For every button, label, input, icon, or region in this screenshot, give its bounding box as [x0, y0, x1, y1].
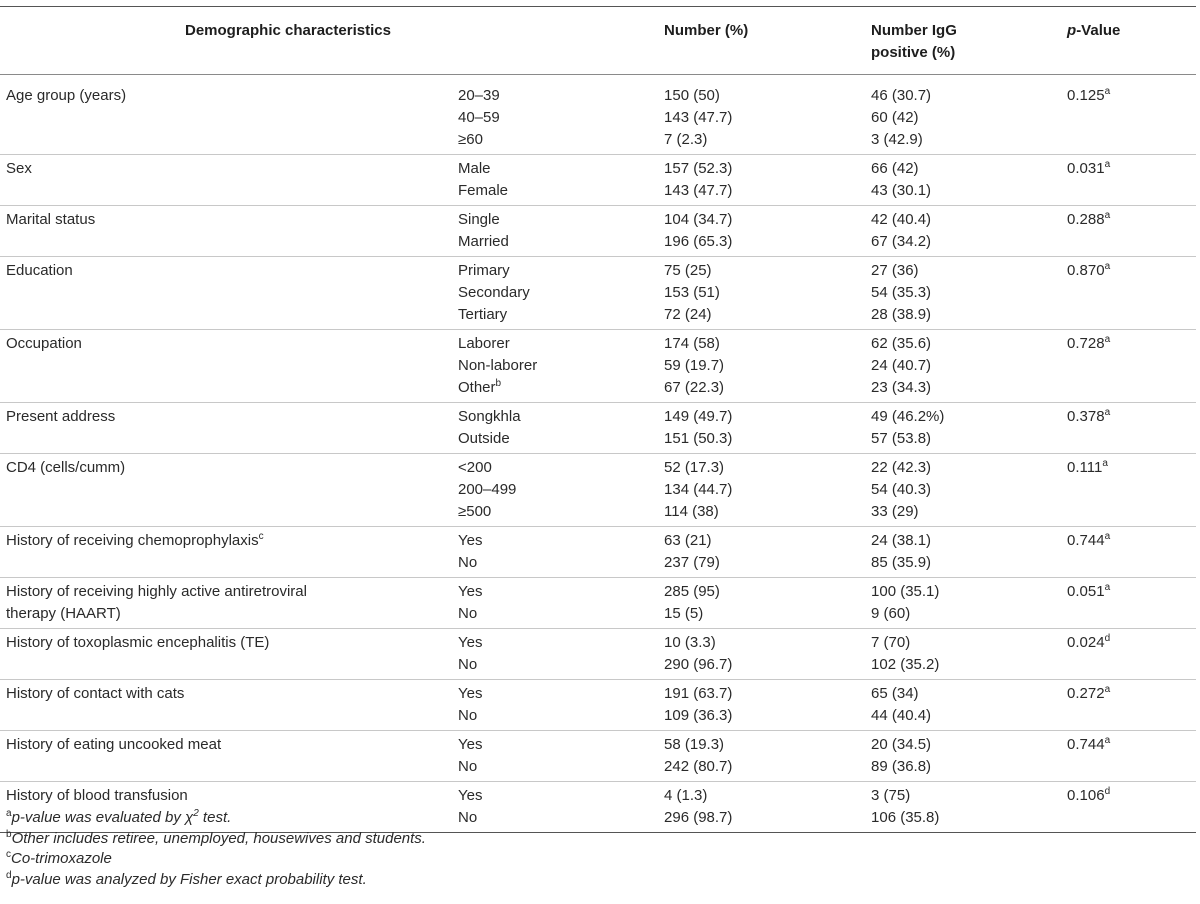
- table-row: [0, 403, 1196, 454]
- category-item: [458, 406, 664, 428]
- category-text: Single: [458, 211, 500, 228]
- footnote-text: [11, 850, 112, 867]
- number-value: 75 (25): [664, 262, 712, 279]
- table-row: [0, 680, 1196, 731]
- row-numbers: [664, 155, 871, 206]
- pvalue-text: 0.106: [1067, 787, 1105, 804]
- row-categories: [458, 782, 664, 833]
- category-item: [458, 501, 664, 523]
- row-igg-positive: [871, 629, 1067, 680]
- igg-value: 106 (35.8): [871, 809, 940, 826]
- igg-value: 20 (34.5): [871, 736, 932, 753]
- igg-value: 43 (30.1): [871, 182, 932, 199]
- row-label: [0, 257, 458, 330]
- pvalue-footnote-mark: a: [1104, 334, 1111, 345]
- number-value: 114 (38): [664, 503, 719, 520]
- row-numbers: [664, 454, 871, 527]
- category-text: Yes: [458, 634, 483, 651]
- row-label-text: History of receiving chemoprophylaxis: [6, 532, 259, 549]
- row-label-text: CD4 (cells/cumm): [6, 459, 126, 476]
- category-text: Yes: [458, 736, 483, 753]
- row-label: [0, 403, 458, 454]
- row-label: [0, 75, 458, 155]
- number-value: 143 (47.7): [664, 182, 733, 199]
- footnote-mark: c: [6, 849, 11, 860]
- row-label-text: Present address: [6, 408, 116, 425]
- row-categories: [458, 330, 664, 403]
- category-item: [458, 333, 664, 355]
- table-footnotes: [6, 808, 426, 890]
- row-igg-positive: [871, 731, 1067, 782]
- row-label: [0, 629, 458, 680]
- row-categories: [458, 155, 664, 206]
- row-igg-positive: [871, 680, 1067, 731]
- number-value: 242 (80.7): [664, 758, 733, 775]
- row-label-text: History of toxoplasmic encephalitis (TE): [6, 634, 270, 651]
- table-row: [0, 578, 1196, 629]
- category-item: [458, 807, 664, 829]
- row-label-text: Education: [6, 262, 73, 279]
- igg-value: 65 (34): [871, 685, 919, 702]
- category-text: No: [458, 656, 478, 673]
- category-text: Songkhla: [458, 408, 521, 425]
- igg-value: 89 (36.8): [871, 758, 932, 775]
- igg-value: 7 (70): [871, 634, 911, 651]
- row-igg-positive: [871, 782, 1067, 833]
- table-row: [0, 629, 1196, 680]
- row-igg-positive: [871, 257, 1067, 330]
- category-text: Yes: [458, 787, 483, 804]
- pvalue-footnote-mark: a: [1104, 735, 1111, 746]
- row-label: [0, 527, 458, 578]
- number-value: 59 (19.7): [664, 357, 725, 374]
- igg-value: 23 (34.3): [871, 379, 932, 396]
- pvalue-footnote-mark: a: [1104, 261, 1111, 272]
- category-item: [458, 705, 664, 727]
- pvalue-footnote-mark: a: [1104, 210, 1111, 221]
- pvalue-footnote-mark: a: [1104, 684, 1111, 695]
- row-pvalue: [1067, 257, 1196, 330]
- footnote: [6, 808, 426, 829]
- category-item: [458, 85, 664, 107]
- category-text: No: [458, 554, 478, 571]
- table-row: [0, 206, 1196, 257]
- category-text: Primary: [458, 262, 510, 279]
- row-label: [0, 155, 458, 206]
- category-text: Yes: [458, 532, 483, 549]
- category-item: [458, 377, 664, 399]
- igg-value: 27 (36): [871, 262, 919, 279]
- igg-value: 57 (53.8): [871, 430, 932, 447]
- igg-value: 100 (35.1): [871, 583, 940, 600]
- igg-value: 60 (42): [871, 109, 919, 126]
- footnote-text: [12, 871, 367, 888]
- row-categories: [458, 578, 664, 629]
- category-text: 40–59: [458, 109, 500, 126]
- category-item: [458, 304, 664, 326]
- number-value: 67 (22.3): [664, 379, 725, 396]
- category-text: Non-laborer: [458, 357, 538, 374]
- igg-value: 66 (42): [871, 160, 919, 177]
- pvalue-footnote-mark: a: [1102, 458, 1108, 469]
- row-pvalue: [1067, 403, 1196, 454]
- igg-value: 44 (40.4): [871, 707, 932, 724]
- footnote-lead: p: [11, 870, 20, 888]
- header-number: Number (%): [664, 22, 749, 39]
- row-pvalue: [1067, 527, 1196, 578]
- table-body: [0, 75, 1196, 833]
- igg-value: 102 (35.2): [871, 656, 940, 673]
- row-label-text: History of contact with cats: [6, 685, 185, 702]
- header-igg: [871, 7, 1067, 75]
- pvalue-footnote-mark: a: [1104, 159, 1111, 170]
- category-text: Married: [458, 233, 509, 250]
- header-igg-line2: positive (%): [871, 44, 956, 61]
- row-label-text: Occupation: [6, 335, 82, 352]
- row-igg-positive: [871, 330, 1067, 403]
- pvalue-text: 0.288: [1067, 211, 1105, 228]
- row-numbers: [664, 578, 871, 629]
- igg-value: 54 (35.3): [871, 284, 932, 301]
- category-item: [458, 180, 664, 202]
- category-text: Secondary: [458, 284, 530, 301]
- number-value: 4 (1.3): [664, 787, 708, 804]
- row-numbers: [664, 680, 871, 731]
- footnote-body: -value was analyzed by Fisher exact probability test.: [19, 870, 367, 888]
- header-igg-line1: Number IgG: [871, 22, 957, 39]
- number-value: 151 (50.3): [664, 430, 733, 447]
- igg-value: 22 (42.3): [871, 459, 932, 476]
- number-value: 15 (5): [664, 605, 704, 622]
- category-item: [458, 457, 664, 479]
- pvalue-text: 0.870: [1067, 262, 1105, 279]
- row-label: [0, 330, 458, 403]
- category-text: Tertiary: [458, 306, 508, 323]
- table-row: [0, 454, 1196, 527]
- category-item: [458, 552, 664, 574]
- pvalue-text: 0.051: [1067, 583, 1105, 600]
- igg-value: 24 (40.7): [871, 357, 932, 374]
- pvalue-text: 0.728: [1067, 335, 1105, 352]
- row-label-text: History of receiving highly active antiretroviral: [6, 583, 307, 600]
- footnote-body: Co-trimoxazole: [11, 850, 112, 867]
- row-numbers: [664, 257, 871, 330]
- footnote: [6, 829, 426, 850]
- category-text: ≥500: [458, 503, 492, 520]
- table-row: [0, 75, 1196, 155]
- number-value: 174 (58): [664, 335, 720, 352]
- igg-value: 28 (38.9): [871, 306, 932, 323]
- header-pvalue-italic: p: [1067, 22, 1077, 39]
- row-numbers: [664, 782, 871, 833]
- pvalue-text: 0.024: [1067, 634, 1105, 651]
- pvalue-text: 0.744: [1067, 532, 1105, 549]
- footnote-superscript: 2: [193, 808, 199, 819]
- pvalue-text: 0.031: [1067, 160, 1105, 177]
- category-footnote-mark: b: [495, 378, 502, 389]
- number-value: 191 (63.7): [664, 685, 733, 702]
- footnote-body: -value was evaluated by χ: [19, 809, 194, 826]
- row-numbers: [664, 629, 871, 680]
- number-value: 7 (2.3): [664, 131, 708, 148]
- pvalue-text: 0.272: [1067, 685, 1105, 702]
- pvalue-footnote-mark: a: [1104, 407, 1111, 418]
- category-text: No: [458, 758, 478, 775]
- row-pvalue: [1067, 782, 1196, 833]
- igg-value: 42 (40.4): [871, 211, 932, 228]
- row-label-text: Sex: [6, 160, 32, 177]
- igg-value: 24 (38.1): [871, 532, 932, 549]
- demographics-table: [0, 6, 1196, 833]
- row-label-footnote-mark: c: [258, 531, 264, 542]
- header-pvalue-rest: -Value: [1076, 22, 1121, 39]
- category-item: [458, 632, 664, 654]
- row-pvalue: [1067, 731, 1196, 782]
- pvalue-text: 0.125: [1067, 87, 1105, 104]
- number-value: 10 (3.3): [664, 634, 716, 651]
- row-numbers: [664, 527, 871, 578]
- number-value: 63 (21): [664, 532, 712, 549]
- row-pvalue: [1067, 578, 1196, 629]
- category-item: [458, 355, 664, 377]
- footnote-lead: p: [11, 809, 20, 826]
- number-value: 296 (98.7): [664, 809, 733, 826]
- row-pvalue: [1067, 206, 1196, 257]
- number-value: 237 (79): [664, 554, 720, 571]
- row-label-text: Age group (years): [6, 87, 127, 104]
- category-item: [458, 107, 664, 129]
- number-value: 157 (52.3): [664, 160, 733, 177]
- category-item: [458, 603, 664, 625]
- category-text: 200–499: [458, 481, 517, 498]
- row-label: [0, 578, 458, 629]
- row-igg-positive: [871, 75, 1067, 155]
- number-value: 58 (19.3): [664, 736, 725, 753]
- category-item: [458, 581, 664, 603]
- number-value: 149 (49.7): [664, 408, 733, 425]
- row-label: [0, 680, 458, 731]
- row-pvalue: [1067, 680, 1196, 731]
- number-value: 104 (34.7): [664, 211, 733, 228]
- table-header-row: [0, 7, 1196, 75]
- igg-value: 49 (46.2%): [871, 408, 945, 425]
- pvalue-footnote-mark: a: [1104, 531, 1111, 542]
- category-item: [458, 756, 664, 778]
- footnote: [6, 849, 426, 870]
- category-item: [458, 654, 664, 676]
- table-row: [0, 527, 1196, 578]
- igg-value: 46 (30.7): [871, 87, 932, 104]
- row-label-text: History of eating uncooked meat: [6, 736, 222, 753]
- row-numbers: [664, 403, 871, 454]
- category-item: [458, 260, 664, 282]
- row-numbers: [664, 330, 871, 403]
- category-text: Outside: [458, 430, 510, 447]
- igg-value: 3 (42.9): [871, 131, 923, 148]
- footnote-tail: test.: [198, 809, 232, 826]
- table-row: [0, 330, 1196, 403]
- category-item: [458, 282, 664, 304]
- category-text: No: [458, 605, 478, 622]
- number-value: 72 (24): [664, 306, 712, 323]
- category-text: Yes: [458, 685, 483, 702]
- igg-value: 3 (75): [871, 787, 911, 804]
- footnote-mark: a: [6, 808, 12, 819]
- row-numbers: [664, 206, 871, 257]
- category-item: [458, 209, 664, 231]
- category-item: [458, 530, 664, 552]
- number-value: 143 (47.7): [664, 109, 733, 126]
- category-item: [458, 683, 664, 705]
- igg-value: 54 (40.3): [871, 481, 932, 498]
- footnote-text: [12, 830, 426, 847]
- row-pvalue: [1067, 330, 1196, 403]
- row-categories: [458, 257, 664, 330]
- row-pvalue: [1067, 454, 1196, 527]
- row-categories: [458, 680, 664, 731]
- category-text: No: [458, 809, 478, 826]
- footnote-mark: b: [6, 828, 12, 840]
- row-pvalue: [1067, 629, 1196, 680]
- row-numbers: [664, 731, 871, 782]
- row-label: [0, 731, 458, 782]
- row-igg-positive: [871, 578, 1067, 629]
- number-value: 196 (65.3): [664, 233, 733, 250]
- pvalue-text: 0.111: [1067, 459, 1103, 476]
- table-row: [0, 155, 1196, 206]
- number-value: 134 (44.7): [664, 481, 733, 498]
- number-value: 150 (50): [664, 87, 720, 104]
- footnote-text: [12, 809, 232, 826]
- pvalue-footnote-mark: a: [1104, 582, 1111, 593]
- row-label: [0, 206, 458, 257]
- row-label-text: Marital status: [6, 211, 96, 228]
- number-value: 153 (51): [664, 284, 720, 301]
- number-value: 52 (17.3): [664, 459, 725, 476]
- footnote: [6, 870, 426, 891]
- row-categories: [458, 75, 664, 155]
- row-igg-positive: [871, 206, 1067, 257]
- category-text: Other: [458, 379, 496, 396]
- category-item: [458, 428, 664, 450]
- igg-value: 33 (29): [871, 503, 919, 520]
- header-demographic: Demographic characteristics: [185, 22, 391, 39]
- row-igg-positive: [871, 403, 1067, 454]
- row-categories: [458, 206, 664, 257]
- footnote-body: Other includes retiree, unemployed, housewives and students.: [11, 829, 426, 847]
- number-value: 290 (96.7): [664, 656, 733, 673]
- row-label: [0, 454, 458, 527]
- number-value: 285 (95): [664, 583, 720, 600]
- category-text: No: [458, 707, 478, 724]
- category-text: ≥60: [458, 131, 483, 148]
- pvalue-text: 0.378: [1067, 408, 1105, 425]
- pvalue-text: 0.744: [1067, 736, 1105, 753]
- pvalue-footnote-mark: a: [1104, 86, 1111, 97]
- pvalue-footnote-mark: d: [1104, 633, 1111, 644]
- igg-value: 85 (35.9): [871, 554, 932, 571]
- igg-value: 62 (35.6): [871, 335, 932, 352]
- row-igg-positive: [871, 454, 1067, 527]
- category-text: Female: [458, 182, 509, 199]
- table-row: [0, 731, 1196, 782]
- category-item: [458, 129, 664, 151]
- category-text: <200: [458, 459, 492, 476]
- row-label-text: History of blood transfusion: [6, 787, 188, 804]
- category-item: [458, 785, 664, 807]
- category-text: Laborer: [458, 335, 510, 352]
- category-text: Male: [458, 160, 491, 177]
- row-igg-positive: [871, 155, 1067, 206]
- row-categories: [458, 731, 664, 782]
- category-item: [458, 158, 664, 180]
- row-pvalue: [1067, 155, 1196, 206]
- footnote-mark: d: [6, 869, 12, 881]
- number-value: 109 (36.3): [664, 707, 733, 724]
- category-item: [458, 231, 664, 253]
- row-label-text-line2: therapy (HAART): [6, 605, 121, 622]
- row-categories: [458, 629, 664, 680]
- header-pvalue: [1067, 7, 1196, 75]
- row-numbers: [664, 75, 871, 155]
- row-pvalue: [1067, 75, 1196, 155]
- row-igg-positive: [871, 527, 1067, 578]
- igg-value: 9 (60): [871, 605, 911, 622]
- category-item: [458, 479, 664, 501]
- row-categories: [458, 527, 664, 578]
- table-row: [0, 257, 1196, 330]
- row-categories: [458, 454, 664, 527]
- row-categories: [458, 403, 664, 454]
- igg-value: 67 (34.2): [871, 233, 932, 250]
- category-text: 20–39: [458, 87, 500, 104]
- pvalue-footnote-mark: d: [1104, 786, 1111, 797]
- category-text: Yes: [458, 583, 483, 600]
- category-item: [458, 734, 664, 756]
